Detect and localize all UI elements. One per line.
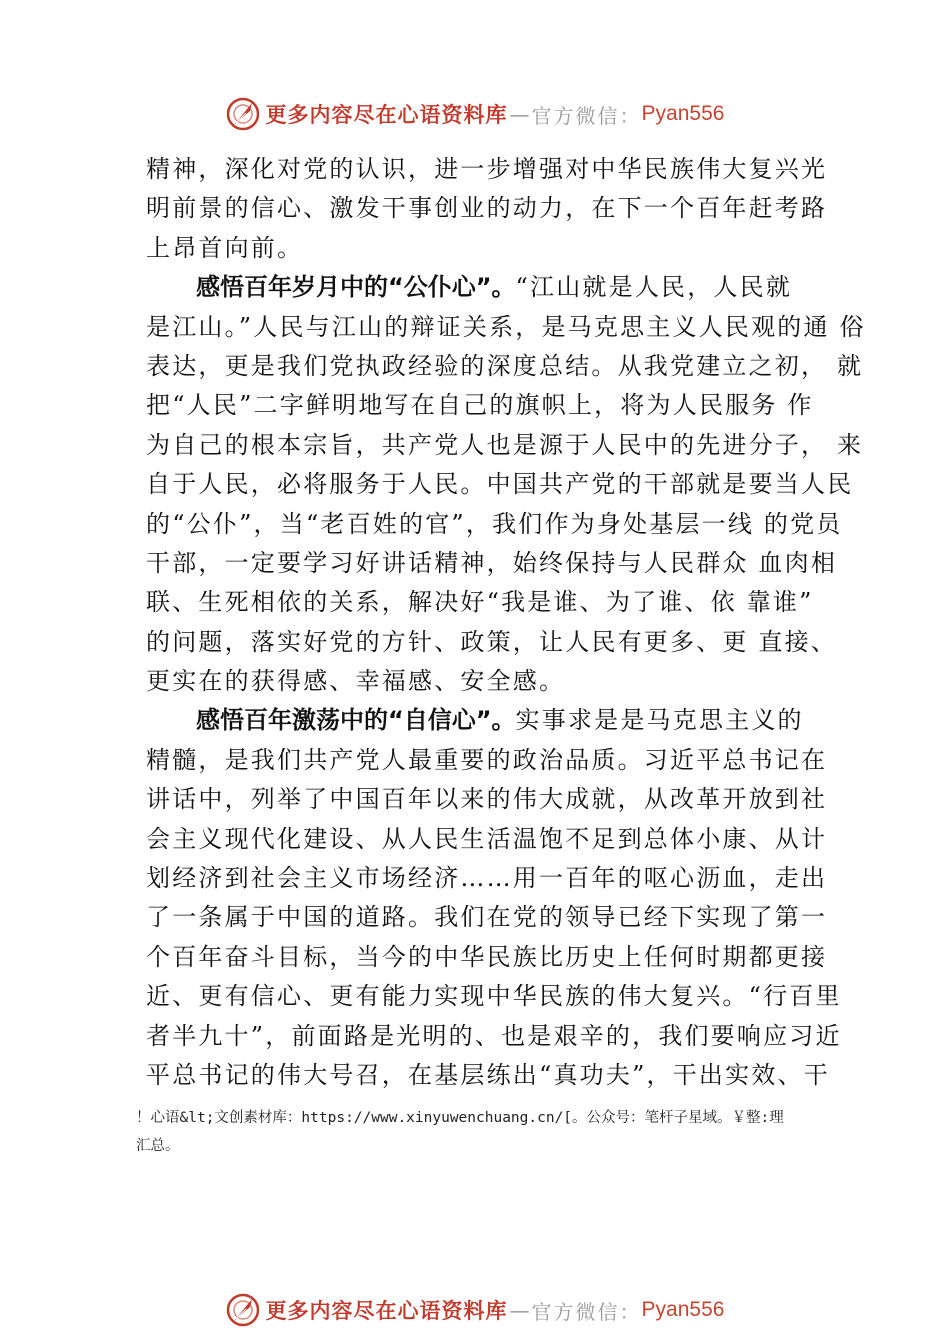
- text-line: [146, 347, 864, 386]
- line-text: 精神，深化对党的认识，进一步增强对中华民族伟大复兴光: [146, 155, 828, 183]
- header-brand-text: 更多内容尽在心语资料库: [265, 102, 508, 127]
- line-text: 近、更有信心、更有能力实现中华民族的伟大复兴。“行百里: [146, 982, 842, 1011]
- line-text: 的问题，落实好党的方针、政策，让人民有更多、更 直接、: [146, 627, 838, 656]
- text-line: [146, 465, 854, 504]
- text-line: [146, 386, 816, 425]
- footer-watermark: [0, 1290, 950, 1330]
- text-line: [146, 938, 828, 977]
- line-text: 表达，更是我们党执政经验的深度总结。从我党建立之初， 就: [146, 351, 864, 380]
- header-separator: —: [509, 102, 530, 126]
- section-heading: 感悟百年岁月中的“公仆心”。: [196, 273, 516, 302]
- section-heading: 感悟百年激荡中的“自信心”。: [196, 706, 516, 735]
- source-note: [136, 1104, 846, 1160]
- line-text: 实事求是是马克思主义的: [515, 706, 804, 735]
- text-line: [146, 859, 828, 898]
- line-text: 了一条属于中国的道路。我们在党的领导已经下实现了第一: [146, 903, 828, 932]
- footer-brand-text: 更多内容尽在心语资料库: [265, 1298, 508, 1323]
- text-line: [146, 1056, 830, 1095]
- line-text: 会主义现代化建设、从人民生活温饱不足到总体小康、从计: [146, 824, 828, 853]
- line-text: 平总书记的伟大号召，在基层练出“真功夫”，干出实效、干: [146, 1060, 830, 1089]
- line-text: 干部，一定要学习好讲话精神，始终保持与人民群众 血肉相: [146, 548, 838, 577]
- footer-wechat-label: 官方微信：: [531, 1299, 642, 1324]
- line-text: 把“人民”二字鲜明地写在自己的旗帜上，将为人民服务 作: [146, 391, 814, 420]
- line-text: “江山就是人民，人民就: [515, 273, 793, 302]
- line-text: 明前景的信心、激发干事创业的动力，在下一个百年赶考路: [146, 194, 828, 223]
- line-text: 为自己的根本宗旨，共产党人也是源于人民中的先进分子， 来: [146, 430, 864, 459]
- source-note-line-2: 汇总。: [136, 1138, 180, 1154]
- text-line: [146, 505, 843, 544]
- quill-logo-icon: [226, 97, 260, 131]
- line-text: 上昂首向前。: [146, 233, 304, 262]
- footer-separator: —: [509, 1298, 530, 1322]
- footer-wechat-id: Pyan556: [641, 1298, 725, 1321]
- text-line: [146, 898, 828, 937]
- header-wechat-id: Pyan556: [641, 102, 725, 125]
- text-line: [146, 1017, 842, 1056]
- line-text: 是江山。”人民与江山的辩证关系，是马克思主义人民观的通 俗: [146, 312, 866, 341]
- line-text: 精髓，是我们共产党人最重要的政治品质。习近平总书记在: [146, 745, 828, 774]
- text-line: [146, 701, 816, 740]
- header-wechat-label: 官方微信：: [531, 103, 642, 128]
- quill-logo-icon: [226, 1293, 260, 1327]
- line-text: 讲话中，列举了中国百年以来的伟大成就，从改革开放到社: [146, 785, 828, 814]
- text-line: [146, 820, 828, 859]
- source-note-line-1: ！心语&lt;文创素材库：https://www.xinyuwenchuang.cn/[。公众号：笔杆子星域。￥整:理: [136, 1110, 784, 1126]
- line-text: 更实在的获得感、幸福感、安全感。: [146, 667, 566, 696]
- text-line: [146, 662, 816, 701]
- document-body: [146, 150, 866, 1095]
- line-text: 的“公仆”，当“老百姓的官”，我们作为身处基层一线 的党员: [146, 509, 843, 538]
- text-line: [146, 229, 816, 268]
- line-text: 划经济到社会主义市场经济……用一百年的呕心沥血，走出: [146, 864, 828, 893]
- text-line: [146, 741, 828, 780]
- text-line: [146, 583, 816, 622]
- text-line: [146, 544, 838, 583]
- text-line: [146, 977, 842, 1016]
- text-line: [146, 150, 828, 189]
- line-text: 联、生死相依的关系，解决好“我是谁、为了谁、依 靠谁”: [146, 588, 814, 617]
- text-line: [146, 308, 866, 347]
- text-line: [146, 268, 816, 307]
- header-watermark: [0, 94, 950, 134]
- line-text: 者半九十”，前面路是光明的、也是艰辛的，我们要响应习近: [146, 1021, 842, 1050]
- text-line: [146, 623, 838, 662]
- text-line: [146, 780, 828, 819]
- text-line: [146, 426, 864, 465]
- text-line: [146, 189, 828, 228]
- line-text: 自于人民，必将服务于人民。中国共产党的干部就是要当人民: [146, 470, 854, 499]
- line-text: 个百年奋斗目标，当今的中华民族比历史上任何时期都更接: [146, 942, 828, 971]
